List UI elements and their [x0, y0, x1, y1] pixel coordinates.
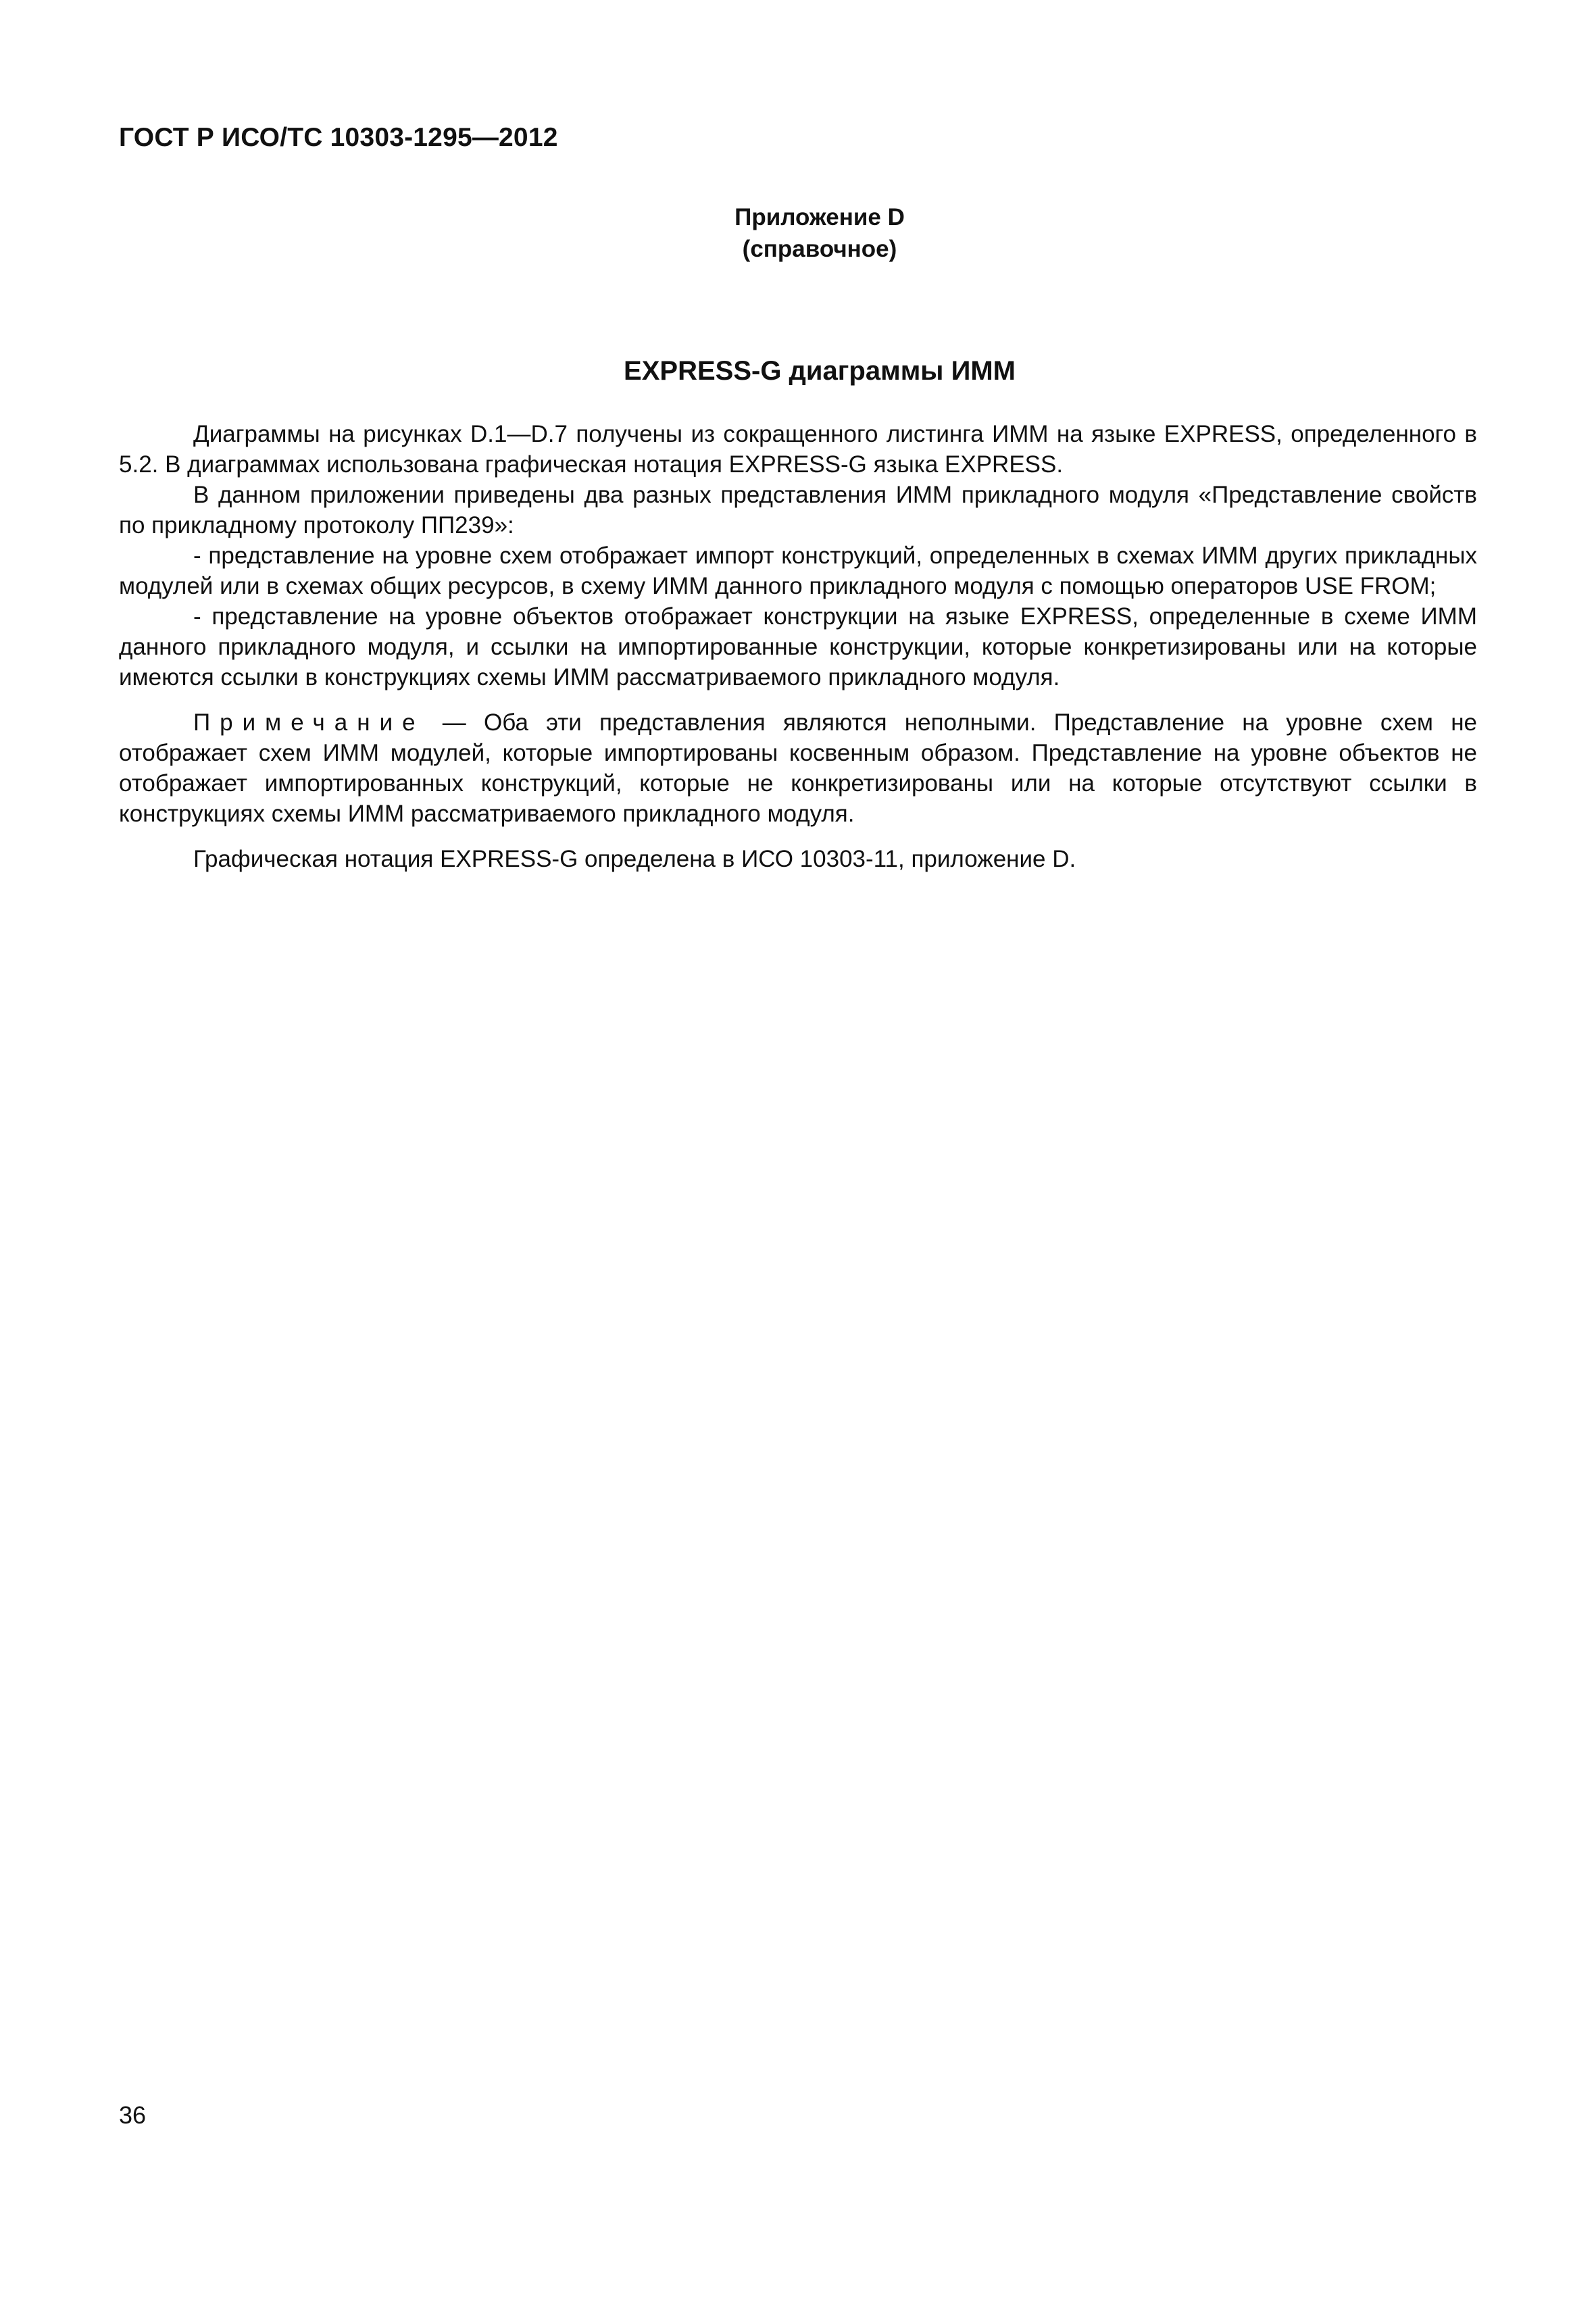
- note-label: Примечание: [193, 709, 425, 736]
- document-code-header: ГОСТ Р ИСО/ТС 10303-1295—2012: [119, 123, 558, 152]
- annex-heading: [0, 201, 1596, 265]
- page-number: 36: [119, 2101, 147, 2129]
- note-paragraph: [119, 707, 1477, 829]
- paragraph-intro: Диаграммы на рисунках D.1—D.7 получены из сокращенного листинга ИММ на языке EXPRESS, определенного в 5.2. В диаграммах использована графическая нотация EXPRESS-G языка EXPRESS.: [119, 421, 1477, 478]
- section-title: EXPRESS-G диаграммы ИММ: [624, 356, 1016, 386]
- list-item-schema-level: - представление на уровне схем отображает импорт конструкций, определенных в схемах ИММ других прикладных модулей или в схемах общих ресурсов, в схему ИММ данного прикладного модуля с помощью операторов USE FROM;: [119, 543, 1477, 599]
- annex-type: (справочное): [742, 236, 897, 262]
- section-title-container: [0, 356, 1596, 386]
- paragraph-notation-reference: Графическая нотация EXPRESS-G определена в ИСО 10303-11, приложение D.: [193, 846, 1076, 872]
- note-text: — Оба эти представления являются неполными. Представление на уровне схем не отображает схем ИММ модулей, которые импортированы косвенным образом. Представление на уровне объектов не отображает импортированных конструкций, которые не конкретизированы или на которые отсутствуют ссылки в конструкциях схемы ИММ рассматриваемого прикладного модуля.: [119, 709, 1477, 827]
- list-item-object-level: - представление на уровне объектов отображает конструкции на языке EXPRESS, определенные в схеме ИММ данного прикладного модуля, и ссылки на импортированные конструкции, которые конкретизированы или на которые имеются ссылки в конструкциях схемы ИММ рассматриваемого прикладного модуля.: [119, 603, 1477, 690]
- body-text: [119, 419, 1477, 874]
- annex-title: Приложение D: [734, 204, 905, 230]
- paragraph-representations: В данном приложении приведены два разных представления ИММ прикладного модуля «Представление свойств по прикладному протоколу ПП239»:: [119, 482, 1477, 538]
